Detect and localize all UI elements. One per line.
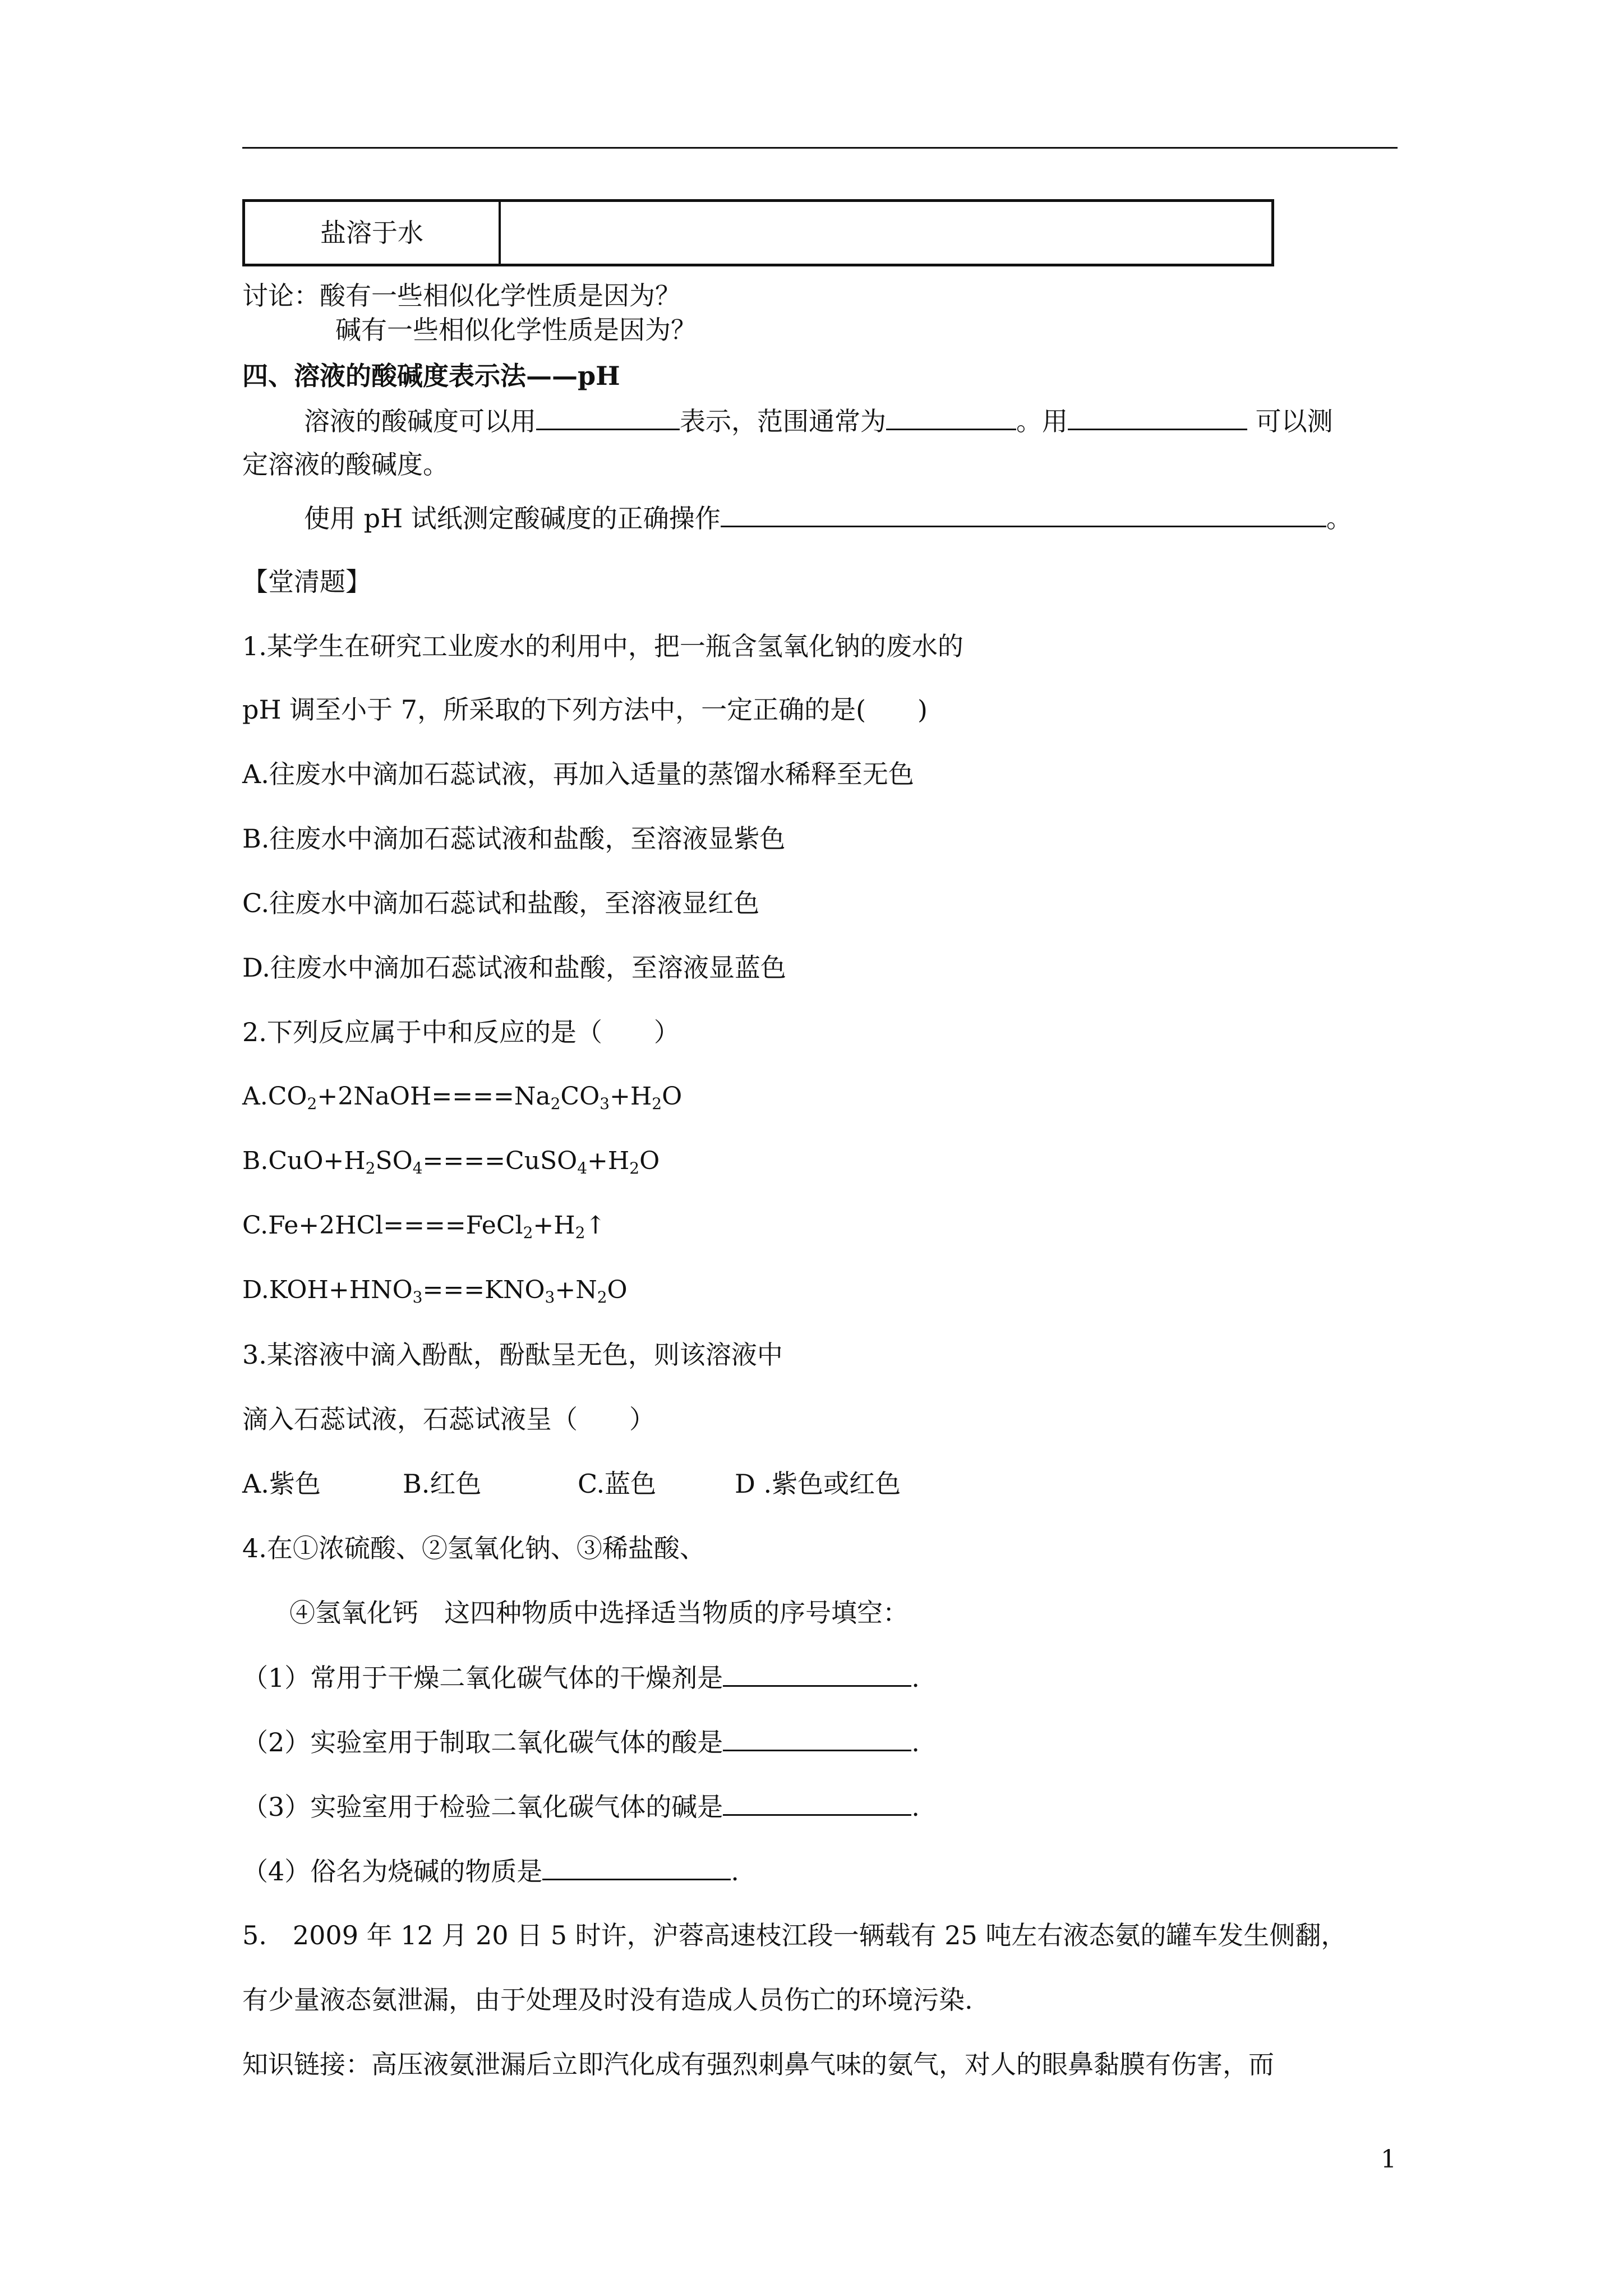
q4-item-3 [242, 1789, 920, 1824]
q1-stem-line1: 1.某学生在研究工业废水的利用中，把一瓶含氢氧化钠的废水的 [242, 631, 963, 661]
subscript: 2 [307, 1094, 317, 1113]
formula-part: +H [533, 1211, 575, 1240]
q2-option-d [242, 1273, 628, 1307]
q3-option-d: D .紫色或红色 [735, 1469, 901, 1499]
answer-blank[interactable] [542, 1854, 731, 1880]
q3-stem-line2: 滴入石蕊试液，石蕊试液呈（ ） [242, 1404, 655, 1434]
answer-blank[interactable] [723, 1789, 911, 1816]
q3-option-b: B.红色 [403, 1469, 482, 1499]
q4-stem-line1: 4.在①浓硫酸、②氢氧化钠、③稀盐酸、 [242, 1533, 706, 1563]
q1-option-a: A.往废水中滴加石蕊试液，再加入适量的蒸馏水稀释至无色 [242, 759, 914, 789]
para2-text: 使用 pH 试纸测定酸碱度的正确操作 [304, 503, 721, 533]
q4-item-1 [242, 1660, 920, 1695]
table-row-label: 盐溶于水 [245, 202, 501, 264]
para1-text-c: 。用 [1016, 406, 1068, 436]
q1-stem-line2: pH 调至小于 7，所采取的下列方法中，一定正确的是( ) [242, 694, 928, 725]
formula-part: SO [375, 1147, 413, 1175]
para1-text-b: 表示，范围通常为 [680, 406, 886, 436]
subscript: 2 [365, 1159, 376, 1177]
q5-line3: 知识链接：高压液氨泄漏后立即汽化成有强烈刺鼻气味的氨气，对人的眼鼻黏膜有伤害，而 [242, 2049, 1274, 2079]
formula-part: O [607, 1276, 628, 1304]
para1-text-a: 溶液的酸碱度可以用 [304, 406, 536, 436]
period: . [911, 1792, 920, 1822]
subscript: 2 [629, 1159, 640, 1177]
formula-part: +N [555, 1276, 597, 1304]
section4-para1 [304, 404, 1333, 438]
subscript: 3 [412, 1288, 423, 1306]
exercise-heading: 【堂清题】 [242, 567, 371, 597]
formula-part: CO [560, 1082, 600, 1111]
answer-blank[interactable] [723, 1725, 911, 1751]
formula-part: C.Fe+2HCl====FeCl [242, 1211, 523, 1240]
subscript: 2 [597, 1288, 607, 1306]
q2-option-a [242, 1080, 682, 1114]
formula-part: D.KOH+HNO [242, 1276, 413, 1304]
q4-item-4-text: （4）俗名为烧碱的物质是 [242, 1856, 543, 1887]
formula-part: +2NaOH====Na [317, 1082, 551, 1111]
section4-heading: 四、溶液的酸碱度表示法——pH [242, 361, 620, 391]
subscript: 4 [412, 1159, 423, 1177]
q4-stem-line2: ④氢氧化钙 这四种物质中选择适当物质的序号填空： [289, 1598, 909, 1628]
discussion-q2: 碱有一些相似化学性质是因为？ [335, 315, 697, 345]
formula-part: O [662, 1082, 683, 1111]
formula-part: A.CO [242, 1082, 307, 1111]
q2-option-b [242, 1144, 660, 1178]
operation-blank[interactable] [721, 501, 1326, 527]
section4-para2 [304, 501, 1352, 535]
pH-blank[interactable] [536, 404, 680, 430]
subscript: 2 [550, 1094, 561, 1113]
formula-part: +H [609, 1082, 652, 1111]
section4-para1-cont: 定溶液的酸碱度。 [242, 449, 449, 480]
period: . [911, 1663, 920, 1693]
discussion-q1: 讨论：酸有一些相似化学性质是因为？ [242, 280, 681, 311]
q1-option-b: B.往废水中滴加石蕊试液和盐酸，至溶液显紫色 [242, 823, 786, 854]
q1-option-d: D.往废水中滴加石蕊试液和盐酸，至溶液显蓝色 [242, 953, 786, 983]
para2-end: 。 [1326, 503, 1352, 533]
q4-item-1-text: （1）常用于干燥二氧化碳气体的干燥剂是 [242, 1663, 723, 1693]
q3-option-a: A.紫色 [242, 1469, 321, 1499]
page-number: 1 [1381, 2145, 1396, 2174]
para1-text-d: 可以测 [1255, 406, 1333, 436]
header-rule [242, 147, 1398, 149]
up-arrow-icon: ↑ [585, 1211, 606, 1240]
salt-table [242, 199, 1274, 266]
formula-part: +H [587, 1147, 630, 1175]
answer-blank[interactable] [723, 1660, 911, 1687]
period: . [911, 1727, 920, 1757]
subscript: 2 [523, 1223, 533, 1242]
subscript: 4 [577, 1159, 588, 1177]
subscript: 2 [575, 1223, 585, 1242]
q5-line2: 有少量液态氨泄漏，由于处理及时没有造成人员伤亡的环境污染. [242, 1985, 973, 2015]
formula-part: O [639, 1147, 660, 1175]
formula-part: B.CuO+H [242, 1147, 366, 1175]
q3-stem-line1: 3.某溶液中滴入酚酞，酚酞呈无色，则该溶液中 [242, 1340, 783, 1370]
q2-option-c [242, 1209, 606, 1243]
q4-item-4 [242, 1854, 739, 1888]
q2-stem: 2.下列反应属于中和反应的是（ ） [242, 1017, 680, 1047]
subscript: 3 [545, 1288, 555, 1306]
period: . [731, 1856, 739, 1887]
q4-item-2-text: （2）实验室用于制取二氧化碳气体的酸是 [242, 1727, 723, 1757]
q5-line1: 5. 2009 年 12 月 20 日 5 时许，沪蓉高速枝江段一辆载有 25 吨左右液态氨的罐车发生侧翻， [242, 1920, 1347, 1950]
q4-item-2 [242, 1725, 920, 1759]
subscript: 3 [600, 1094, 610, 1113]
formula-part: ====CuSO [422, 1147, 578, 1175]
tool-blank[interactable] [1068, 404, 1247, 430]
formula-part: ===KNO [422, 1276, 545, 1304]
subscript: 2 [652, 1094, 662, 1113]
q1-option-c: C.往废水中滴加石蕊试和盐酸，至溶液显红色 [242, 888, 760, 918]
q4-item-3-text: （3）实验室用于检验二氧化碳气体的碱是 [242, 1792, 723, 1822]
q3-option-c: C.蓝色 [578, 1469, 657, 1499]
range-blank[interactable] [886, 404, 1016, 430]
